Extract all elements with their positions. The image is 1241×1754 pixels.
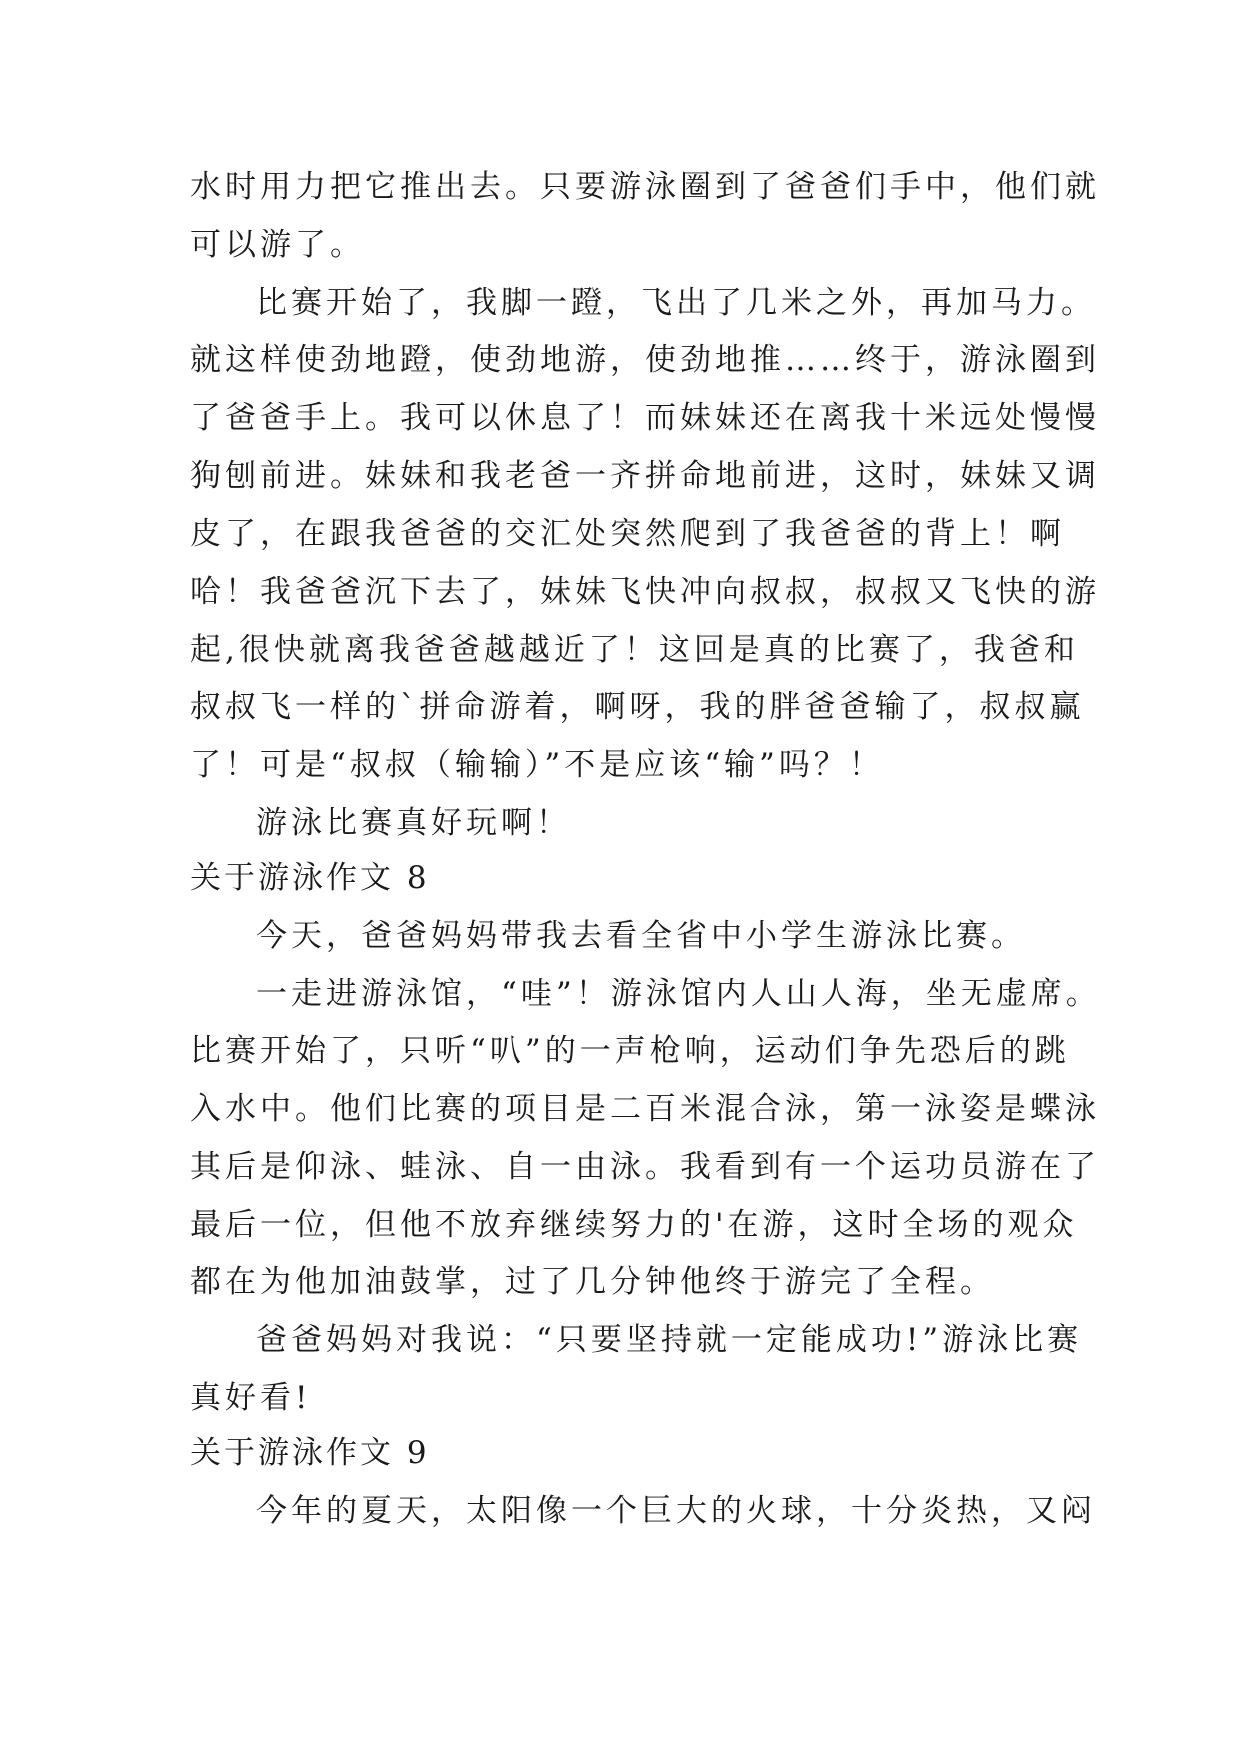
body-text-line: 了！可是“叔叔（输输）”不是应该“输”吗？！ (190, 747, 884, 783)
body-text-line: 都在为他加油鼓掌，过了几分钟他终于游完了全程。 (190, 1264, 995, 1300)
body-text-line: 最后一位，但他不放弃继续努力的'在游，这时全场的观众 (190, 1207, 1078, 1243)
body-text-line: 就这样使劲地蹬，使劲地游，使劲地推……终于，游泳圈到 (190, 342, 1100, 378)
paragraph-first-line: 一走进游泳馆，“哇”！游泳馆内人山人海，坐无虚席。 (256, 976, 1101, 1012)
body-text-line: 水时用力把它推出去。只要游泳圈到了爸爸们手中，他们就 (190, 169, 1100, 205)
body-text-line: 了爸爸手上。我可以休息了！而妹妹还在离我十米远处慢慢 (190, 400, 1100, 436)
section-heading: 关于游泳作文 8 (190, 860, 430, 896)
body-text-line: 真好看! (190, 1380, 312, 1416)
paragraph-first-line: 今年的夏天，太阳像一个巨大的火球，十分炎热，又闷 (256, 1493, 1096, 1529)
paragraph-first-line: 今天，爸爸妈妈带我去看全省中小学生游泳比赛。 (256, 918, 1026, 954)
body-text-line: 入水中。他们比赛的项目是二百米混合泳，第一泳姿是蝶泳 (190, 1091, 1100, 1127)
body-text-line: 其后是仰泳、蛙泳、自一由泳。我看到有一个运功员游在了 (190, 1149, 1100, 1185)
body-text-line: 皮了，在跟我爸爸的交汇处突然爬到了我爸爸的背上！啊 (190, 516, 1065, 552)
body-text-line: 比赛开始了，只听“叭”的一声枪响，运动们争先恐后的跳 (190, 1033, 1070, 1069)
paragraph-first-line: 游泳比赛真好玩啊！ (256, 805, 571, 841)
body-text-line: 起,很快就离我爸爸越越近了！这回是真的比赛了，我爸和 (190, 632, 1079, 668)
paragraph-first-line: 比赛开始了，我脚一蹬，飞出了几米之外，再加马力。 (256, 285, 1096, 321)
body-text-line: 狗刨前进。妹妹和我老爸一齐拼命地前进，这时，妹妹又调 (190, 458, 1100, 494)
section-heading: 关于游泳作文 9 (190, 1435, 430, 1471)
body-text-line: 哈！我爸爸沉下去了，妹妹飞快冲向叔叔，叔叔又飞快的游 (190, 574, 1100, 610)
body-text-line: 可以游了。 (190, 227, 365, 263)
body-text-line: 叔叔飞一样的`拼命游着，啊呀，我的胖爸爸输了，叔叔赢 (190, 689, 1085, 725)
paragraph-first-line: 爸爸妈妈对我说：“只要坚持就一定能成功!”游泳比赛 (256, 1322, 1083, 1358)
